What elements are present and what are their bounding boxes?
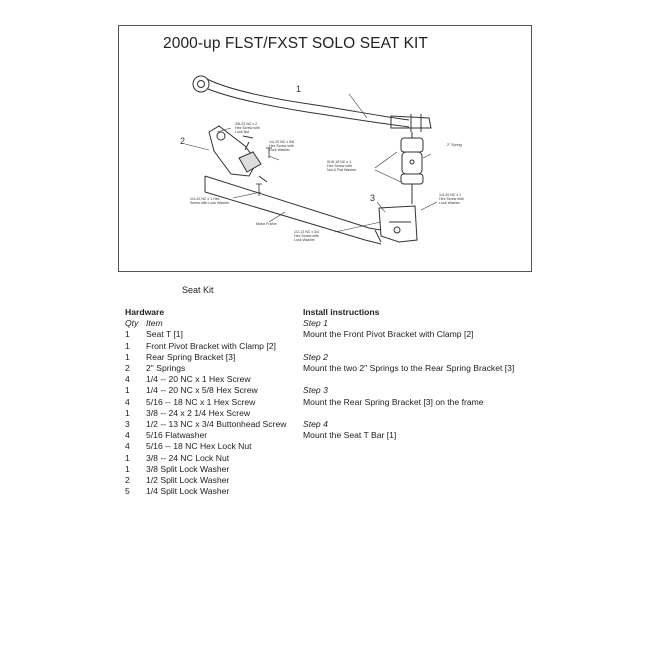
step-label: Step 4 [303,418,328,429]
hardware-qty: 4 [125,441,130,452]
part-number-1: 1 [296,84,302,94]
part-number-3: 3 [370,193,376,203]
step-spacer [303,408,533,419]
hardware-item: 3/8 -- 24 x 2 1/4 Hex Screw [146,407,251,418]
hardware-qty: 1 [125,329,130,340]
hardware-qty: 1 [125,340,130,351]
hardware-item: Front Pivot Bracket with Clamp [2] [146,340,276,351]
hardware-row [125,341,300,352]
hardware-item: 1/2 Split Lock Washer [146,475,230,486]
hardware-qty: 1 [125,407,130,418]
hardware-qty: 1 [125,351,130,362]
hardware-row [125,352,300,363]
hardware-row [125,363,300,374]
hardware-item: 3/8 -- 24 NC Lock Nut [146,452,230,463]
hardware-item: 5/16 -- 18 NC x 1 Hex Screw [146,396,256,407]
hardware-item: Rear Spring Bracket [3] [146,351,236,362]
step-label: Step 2 [303,351,328,362]
hardware-row [125,329,300,340]
hardware-row [125,408,300,419]
hardware-item: 1/4 -- 20 NC x 5/8 Hex Screw [146,385,258,396]
hardware-qty: 4 [125,396,130,407]
hardware-qty: 1 [125,452,130,463]
part-number-2: 2 [180,136,186,146]
hardware-row [125,419,300,430]
hardware-qty: 5 [125,486,130,497]
step-label: Step 3 [303,385,328,396]
step-spacer [303,374,533,385]
callout-1-4-20-1-hex-screw-rear: 1/4-20 NC x 1 Hex Screw with Lock Washer [439,193,464,206]
callout-5-16-18-screw: 5/16-18 NC x 1 Hex Screw with Nut & Flat Washer [327,160,357,173]
install-title: Install instructions [303,307,380,317]
hardware-row [125,453,300,464]
step-text: Mount the two 2" Springs to the Rear Spring Bracket [3] [303,363,515,373]
diagram-frame [118,25,532,272]
install-steps [303,318,533,441]
hardware-item: 2" Springs [146,363,186,374]
hardware-item: 5/16 -- 18 NC Hex Lock Nut [146,441,252,452]
hardware-row [125,486,300,497]
hardware-row [125,441,300,452]
hardware-qty: 2 [125,475,130,486]
hardware-qty: 1 [125,463,130,474]
item-header: Item [146,318,163,329]
step-label: Step 1 [303,318,328,329]
hardware-qty: 4 [125,430,130,441]
hardware-row [125,464,300,475]
spring-assembly [401,132,423,204]
hardware-item: 1/4 -- 20 NC x 1 Hex Screw [146,374,251,385]
hardware-qty: 4 [125,374,130,385]
hardware-item: 1/2 -- 13 NC x 3/4 Buttonhead Screw [146,419,287,430]
rear-spring-bracket [375,206,417,242]
seat-t-bar [193,76,431,132]
install-instructions [303,307,533,441]
callout-1-4-20-1-hex-screw: 1/4-20 NC x 1 Hex Screw with Lock Washer [190,197,230,206]
callout-1-4-20-5-8-screw: 1/4-20 NC x 5/8 Hex Screw with Lock Washer [269,140,295,153]
hardware-row [125,385,300,396]
step-spacer [303,341,533,352]
hardware-item: 5/16 Flatwasher [146,430,208,441]
hardware-item: 3/8 Split Lock Washer [146,463,230,474]
hardware-row [125,475,300,486]
step-text: Mount the Front Pivot Bracket with Clamp [2] [303,329,474,340]
step-text: Mount the Seat T Bar [1] [303,430,397,441]
hardware-item: 1/4 Split Lock Washer [146,486,230,497]
callout-1-2-13-screw: 1/2-13 NC x 3/4 Hex Screw with Lock Washer [294,230,320,243]
callout-3-8-24-screw: 3/8-24 NC x 2 Hex Screw with Lock Nut [235,122,260,135]
callout-2-spring: 2" Spring [447,143,462,147]
hardware-row [125,430,300,441]
screws [256,148,272,196]
hardware-qty: 1 [125,385,130,396]
step-text: Mount the Rear Spring Bracket [3] on the frame [303,396,484,407]
figure-caption: Seat Kit [182,285,214,295]
hardware-item: Seat T [1] [146,329,183,340]
callout-motor-frame: Motor Frame [256,222,277,226]
hardware-list [125,307,300,497]
hardware-qty: 3 [125,419,130,430]
qty-header: Qty [125,318,139,329]
hardware-row [125,374,300,385]
diagram-title: 2000-up FLST/FXST SOLO SEAT KIT [163,35,428,52]
hardware-rows [125,329,300,497]
hardware-row [125,397,300,408]
hardware-qty: 2 [125,363,130,374]
hardware-title: Hardware [125,307,165,317]
motor-frame [205,176,381,244]
hardware-header-row [125,318,300,329]
seat-kit-diagram [119,26,531,271]
